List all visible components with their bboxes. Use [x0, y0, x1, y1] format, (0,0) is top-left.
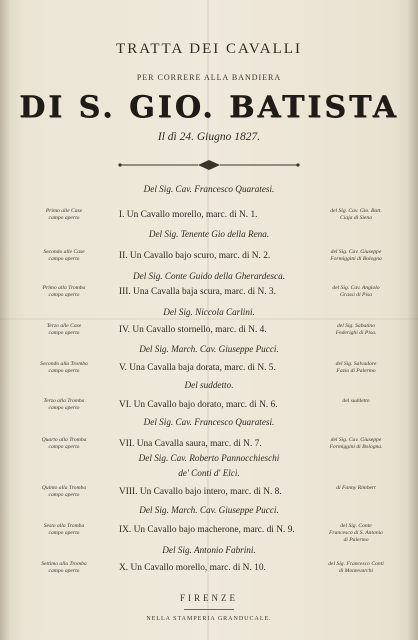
horse-origin-note — [306, 561, 406, 575]
horse-origin-line: del Sig. Cav. Gio. Batt. — [330, 208, 382, 214]
horse-description: I. Un Cavallo morello, marc. di N. 1. — [119, 210, 258, 220]
start-position-line: campo aperto — [48, 292, 80, 298]
horse-origin-note — [306, 323, 406, 337]
horse-origin-note — [306, 249, 406, 263]
fold-crease-horizontal — [0, 318, 418, 320]
start-position-line: campo aperto — [48, 215, 80, 221]
start-position-line: campo aperto — [48, 368, 80, 374]
start-position-note — [22, 398, 106, 412]
start-position-line: campo aperto — [48, 256, 80, 262]
horse-origin-note — [306, 398, 406, 405]
horse-description: III. Una Cavalla baja scura, marc. di N. 3. — [119, 287, 276, 297]
horse-origin-line: del Sig. Sabatino — [336, 323, 376, 329]
city-name: FIRENZE — [180, 593, 238, 603]
owner-line: Del Sig. March. Cav. Giuseppe Pucci. — [139, 344, 279, 354]
start-position-note — [22, 485, 106, 499]
ornament-divider — [118, 158, 300, 172]
horse-origin-line: Fazio di Palermo — [336, 368, 376, 374]
horse-description: VIII. Un Cavallo bajo intero, marc. di N. 8. — [119, 487, 282, 497]
start-position-note — [22, 523, 106, 537]
start-position-note — [22, 249, 106, 263]
start-position-line: Secondo alla Tromba — [40, 361, 88, 367]
start-position-line: Sesto alla Tromba — [43, 523, 85, 529]
start-position-note — [22, 208, 106, 222]
start-position-note — [22, 285, 106, 299]
start-position-note — [22, 437, 106, 451]
horse-origin-line: Ciaja di Siena — [339, 215, 372, 221]
horse-origin-note — [306, 523, 406, 544]
owner-line: Del Sig. Cav. Francesco Quaratesi. — [143, 184, 275, 194]
start-position-note — [22, 323, 106, 337]
owner-line: Del Sig. March. Cav. Giuseppe Pucci. — [139, 505, 279, 515]
owner-line: Del suddetto. — [184, 380, 234, 390]
horse-origin-line: di Montevarchi — [338, 568, 374, 574]
owner-line: Del Sig. Niccola Carlini. — [163, 307, 255, 317]
horse-description: V. Una Cavalla baja dorata, marc. di N. 5. — [119, 363, 276, 373]
document-subtitle: PER CORRERE ALLA BANDIERA — [136, 73, 282, 82]
horse-description: II. Un Cavallo bajo scuro, marc. di N. 2. — [119, 251, 271, 261]
horse-origin-line: del Sig. Cav. Giuseppe — [330, 249, 382, 255]
owner-line: Del Sig. Cav. Roberto Pannocchieschi — [138, 453, 280, 463]
horse-origin-line: del Sig. Conte — [340, 523, 372, 529]
horse-origin-note — [306, 361, 406, 375]
owner-line-continued: de' Conti d' Elci. — [178, 468, 240, 478]
start-position-line: Terzo alle Case — [46, 323, 82, 329]
horse-description: IX. Un Cavallo bajo macherone, marc. di N. 9. — [119, 525, 295, 535]
start-position-line: campo aperto — [48, 530, 80, 536]
horse-origin-line: di Fanny Rimbert — [336, 485, 376, 491]
printer-name: NELLA STAMPERIA GRANDUCALE. — [146, 616, 272, 622]
owner-line: Del Sig. Antonio Fabrini. — [162, 545, 256, 555]
start-position-line: Settimo alla Tromba — [41, 561, 87, 567]
document-date: Il dì 24. Giugno 1827. — [157, 131, 261, 143]
horse-origin-line: del Sig. Francesco Conti — [328, 561, 384, 567]
horse-description: VII. Una Cavalla saura, marc. di N. 7. — [119, 439, 262, 449]
start-position-line: campo aperto — [48, 405, 80, 411]
start-position-line: campo aperto — [48, 492, 80, 498]
horse-origin-line: Grassi di Pisa — [339, 292, 372, 298]
horse-description: X. Un Cavallo morello, marc. di N. 10. — [119, 563, 266, 573]
owner-line: Del Sig. Tenente Gio della Rena. — [148, 229, 270, 239]
start-position-line: Quarto alla Tromba — [41, 437, 87, 443]
footer-rule — [184, 609, 234, 610]
horse-description: VI. Un Cavallo bajo dorato, marc. di N. 6. — [119, 400, 278, 410]
start-position-line: Terzo alla Tromba — [43, 398, 85, 404]
horse-origin-line: del suddetto — [342, 398, 370, 404]
horse-origin-line: di Palermo — [343, 537, 369, 543]
document-title: TRATTA DEI CAVALLI — [116, 41, 302, 57]
start-position-line: Secondo alle Case — [43, 249, 85, 255]
horse-origin-line: del Sig. Cav. Angiolo — [332, 285, 380, 291]
horse-origin-note — [306, 285, 406, 299]
horse-origin-note — [306, 485, 406, 492]
start-position-line: Primo alla Tromba — [42, 285, 86, 291]
horse-origin-line: Formiggini di Bologna — [330, 256, 382, 262]
start-position-line: campo aperto — [48, 568, 80, 574]
start-position-line: campo aperto — [48, 444, 80, 450]
owner-line: Del Sig. Cav. Francesco Quaratesi. — [143, 417, 275, 427]
horse-description: IV. Un Cavallo stornello, marc. di N. 4. — [119, 325, 267, 335]
start-position-line: Primo alle Case — [45, 208, 83, 214]
start-position-line: campo aperto — [48, 330, 80, 336]
horse-origin-line: Formiggini di Bologna. — [329, 444, 383, 450]
horse-origin-line: Federighi di Pisa. — [335, 330, 377, 336]
horse-origin-line: del Sig. Salvadore — [335, 361, 377, 367]
start-position-note — [22, 361, 106, 375]
saint-name-heading: DI S. GIO. BATISTA — [19, 90, 399, 125]
horse-origin-note — [306, 208, 406, 222]
horse-origin-line: Francesco di S. Antonio — [329, 530, 383, 536]
horse-origin-line: del Sig. Cav. Giuseppe — [330, 437, 382, 443]
start-position-line: Quinto alla Tromba — [41, 485, 87, 491]
horse-origin-note — [306, 437, 406, 451]
start-position-note — [22, 561, 106, 575]
owner-line: Del Sig. Conte Guido della Gherardesca. — [133, 271, 285, 281]
